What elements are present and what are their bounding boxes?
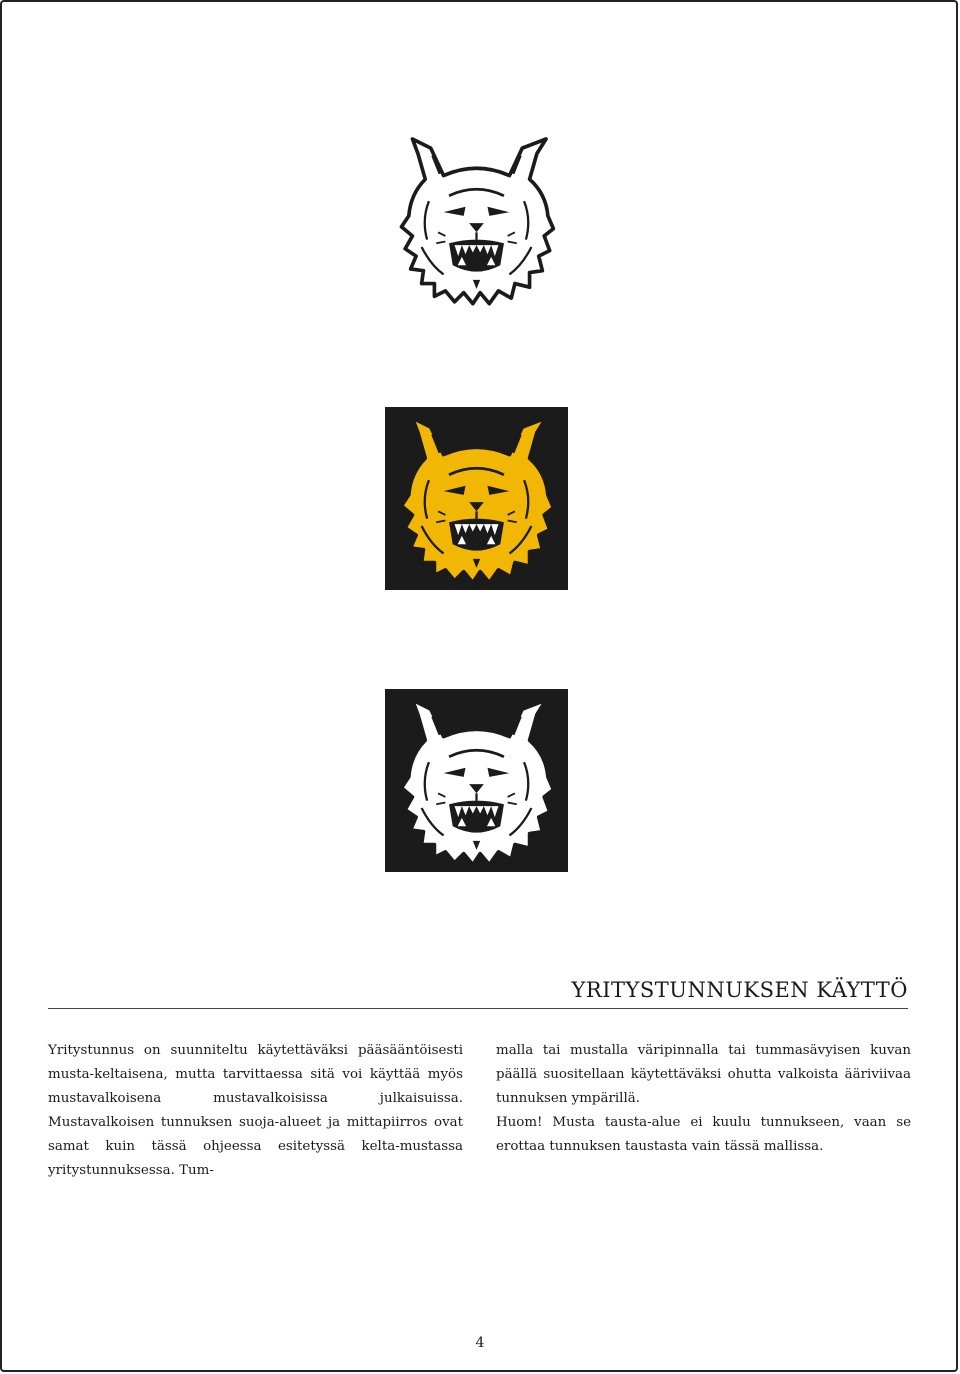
heading-divider: [48, 1008, 908, 1009]
body-paragraph: Yritystunnus on suunniteltu käytettäväksi pääsääntöisesti musta-keltaisena, mutta tarvittaessa sitä voi käyttää myös mustavalkoisena mustavalkoisissa julkaisuissa. Mustavalkoisen tunnuksen suoja-alueet ja mittapiirros ovat samat kuin tässä ohjeessa esitetyssä kelta-mustassa yritystunnuksessa. Tum-: [48, 1043, 463, 1178]
lynx-logo-black-on-white: [385, 128, 568, 311]
lynx-head-icon: [385, 128, 568, 311]
section-heading: YRITYSTUNNUKSEN KÄYTTÖ: [571, 978, 908, 1002]
body-column-right: [496, 1039, 911, 1159]
lynx-head-icon: [385, 407, 568, 590]
page-number: 4: [475, 1335, 485, 1351]
lynx-logo-yellow-on-black: [385, 407, 568, 590]
body-paragraph: malla tai mustalla väripinnalla tai tummasävyisen kuvan päällä suositellaan käytettäväksi ohutta valkoista ääriviivaa tunnuksen ympärillä.: [496, 1043, 911, 1106]
lynx-head-icon: [385, 689, 568, 872]
body-column-left: [48, 1039, 463, 1183]
body-paragraph: Huom! Musta tausta-alue ei kuulu tunnukseen, vaan se erottaa tunnuksen taustasta vain tässä mallissa.: [496, 1115, 911, 1154]
lynx-logo-white-on-black: [385, 689, 568, 872]
